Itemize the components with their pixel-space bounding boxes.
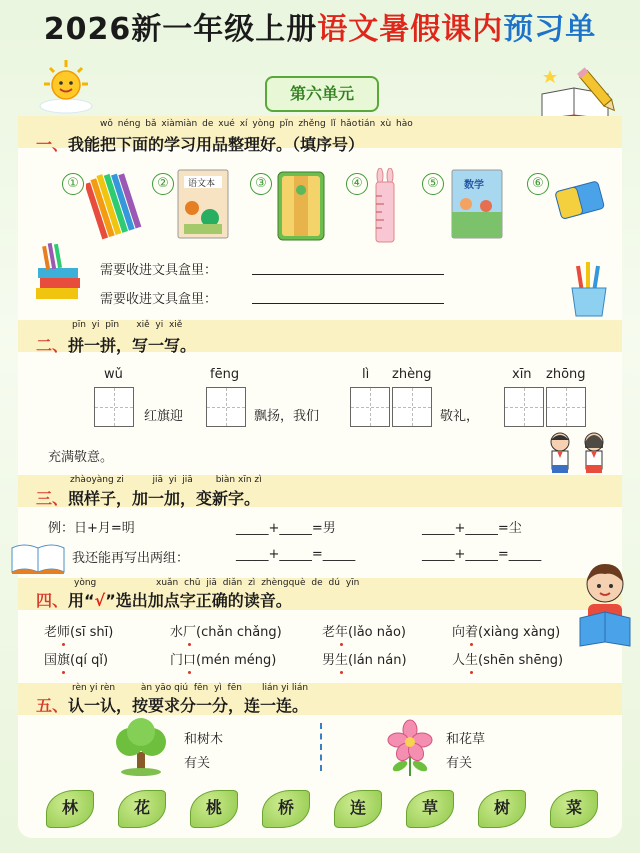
chinese-book-cover-text: 语文本: [188, 179, 216, 189]
pinyin-feng: fēng: [210, 367, 240, 382]
unit-badge: 第六单元: [265, 76, 379, 112]
equation-blank-1[interactable]: _____+_____=_____: [236, 547, 356, 562]
reading-item: 向着(xiàng xàng): [452, 625, 561, 640]
item-number-5: ⑤: [422, 173, 444, 195]
pencil-case-icon: [276, 170, 326, 242]
leaf-character[interactable]: 菜: [550, 790, 598, 828]
pinyin-li: lì: [362, 367, 370, 382]
pinyin-zheng: zhèng: [392, 367, 432, 382]
sentence-part-3: 敬礼，: [440, 409, 480, 424]
sentence-part-1: 红旗迎: [144, 409, 184, 424]
section-4-heading: 四、用“√”选出加点字正确的读音。: [36, 591, 292, 610]
equation-nan[interactable]: _____+_____=男: [236, 521, 336, 536]
equation-blank-2[interactable]: _____+_____=_____: [422, 547, 542, 562]
sentence-part-2: 飘扬，我们: [254, 409, 320, 424]
write-box-xin[interactable]: [504, 387, 544, 427]
write-box-feng[interactable]: [206, 387, 246, 427]
reading-item: 老年(lǎo nǎo): [322, 625, 406, 640]
flower-icon: [384, 718, 436, 778]
answer-line-2[interactable]: [252, 303, 444, 304]
pinyin-xin: xīn: [512, 367, 532, 382]
tree-category-label-2: 有关: [184, 756, 211, 771]
s3-pinyin: zhàoyàng zi jiā yi jiā biàn xīn zì: [70, 475, 262, 485]
reading-item: 男生(lán nán): [322, 653, 407, 668]
equation-chen[interactable]: _____+_____=尘: [422, 521, 522, 536]
books-stack-icon: [34, 242, 84, 302]
write-box-zhong[interactable]: [546, 387, 586, 427]
eraser-icon: [552, 176, 608, 226]
write-box-li[interactable]: [350, 387, 390, 427]
ruler-icon: [372, 168, 398, 244]
answer-line-1[interactable]: [252, 274, 444, 275]
reading-item: 门口(mén méng): [170, 653, 277, 668]
leaf-character[interactable]: 树: [478, 790, 526, 828]
example-equation: 例：日+月=明: [48, 521, 135, 536]
leaf-character[interactable]: 桃: [190, 790, 238, 828]
item-number-3: ③: [250, 173, 272, 195]
section-2-heading: 二、拼一拼，写一写。: [36, 336, 197, 355]
leaf-character[interactable]: 连: [334, 790, 382, 828]
reading-item: 水厂(chǎn chǎng): [170, 625, 282, 640]
pinyin-zhong: zhōng: [546, 367, 586, 382]
section-3-heading: 三、照样子，加一加，变新字。: [36, 489, 261, 508]
section-5-heading: 五、认一认，按要求分一分，连一连。: [36, 696, 309, 715]
item-number-1: ①: [62, 173, 84, 195]
tree-category-label: 和树木: [184, 732, 224, 747]
leaf-character[interactable]: 桥: [262, 790, 310, 828]
book-pencil-icon: [538, 64, 618, 120]
reading-item: 人生(shēn shēng): [452, 653, 564, 668]
s5-pinyin: rèn yi rèn àn yāo qiú fēn yì fēn lián yi lián: [72, 683, 309, 693]
s2-pinyin: pīn yi pīn xiě yi xiě: [72, 320, 183, 330]
write-box-zheng[interactable]: [392, 387, 432, 427]
write-box-wu[interactable]: [94, 387, 134, 427]
s4-pinyin-a: yòng: [74, 578, 97, 588]
crayons-icon: [86, 168, 142, 240]
s4-pinyin-b: xuǎn chū jiā diǎn zì zhèngquè de dú yīn: [156, 578, 360, 588]
leaf-character[interactable]: 林: [46, 790, 94, 828]
leaf-character[interactable]: 花: [118, 790, 166, 828]
pinyin-wu: wǔ: [104, 367, 123, 382]
leaf-character[interactable]: 草: [406, 790, 454, 828]
section-1-heading: 一、我能把下面的学习用品整理好。（填序号）: [36, 135, 365, 154]
item-number-6: ⑥: [527, 173, 549, 195]
flower-category-label: 和花草: [446, 732, 486, 747]
s1-pinyin-tail: tián xù hào: [358, 119, 413, 129]
tree-icon: [110, 718, 172, 776]
reading-boy-icon: [574, 560, 636, 652]
flower-category-label-2: 有关: [446, 756, 473, 771]
sentence-part-4: 充满敬意。: [48, 450, 114, 465]
open-book-icon: [10, 540, 66, 574]
item-number-4: ④: [346, 173, 368, 195]
s1-pinyin: wǒ néng bǎ xiàmiàn de xué xí yòng pǐn zhěng lǐ hǎo: [100, 119, 358, 129]
reading-item: 老师(sī shī): [44, 625, 114, 640]
page-title: 2026新一年级上册语文暑假课内预习单: [43, 12, 597, 47]
sun-icon: [36, 58, 96, 114]
write-more-label: 我还能再写出两组：: [72, 551, 190, 566]
fill-label-2: 需要收进文具盒里：: [100, 292, 218, 307]
math-book-cover-text: 数学: [464, 180, 484, 191]
fill-label-1: 需要收进文具盒里：: [100, 263, 218, 278]
reading-item: 国旗(qí qǐ): [44, 653, 109, 668]
item-number-2: ②: [152, 173, 174, 195]
pencil-cup-icon: [566, 262, 612, 318]
saluting-children-icon: [540, 430, 616, 476]
category-divider: [320, 723, 322, 771]
